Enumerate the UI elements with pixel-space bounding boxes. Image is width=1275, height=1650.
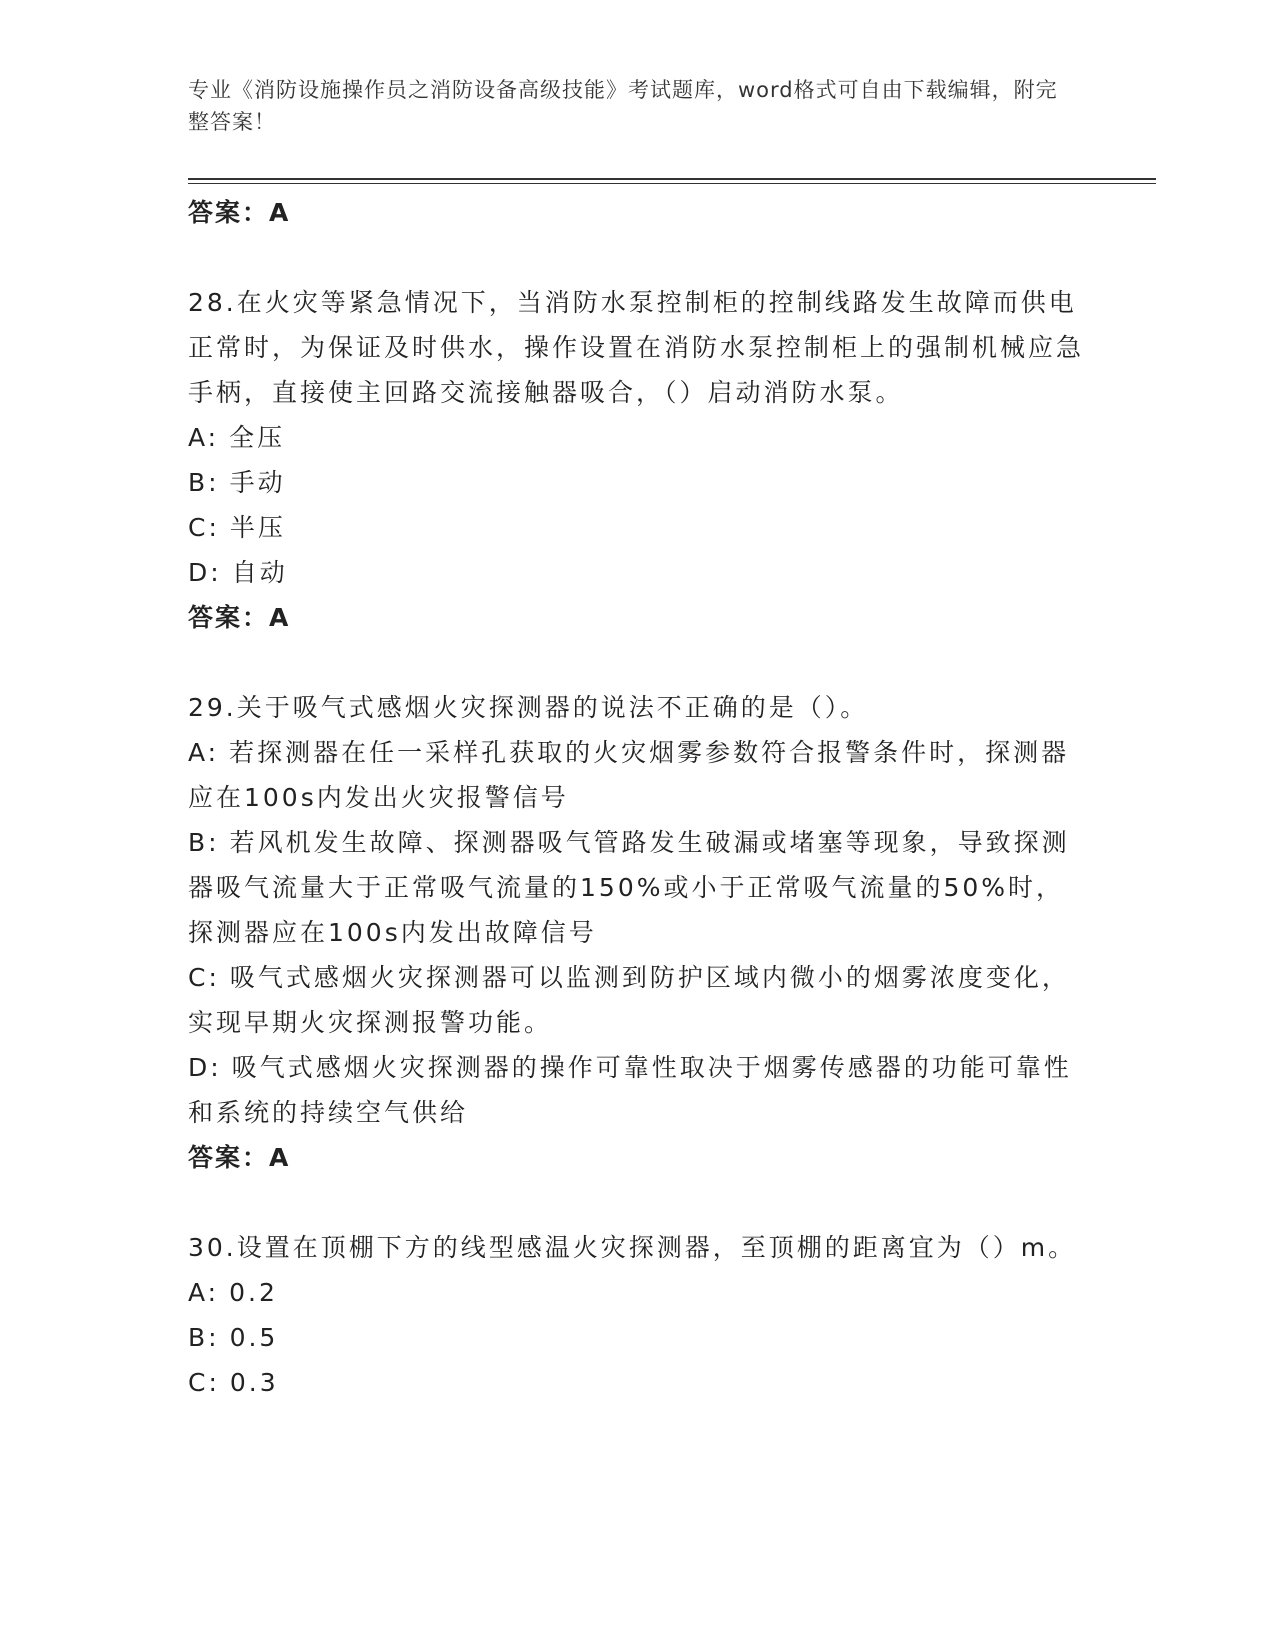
- option-text: 0.3: [229, 1368, 279, 1397]
- option-text: 手动: [229, 468, 286, 497]
- option-label: B:: [188, 1323, 220, 1352]
- option-text: 吸气式感烟火灾探测器可以监测到防护区域内微小的烟雾浓度变化，实现早期火灾探测报警功能。: [188, 963, 1070, 1037]
- question-block: [188, 1225, 1088, 1405]
- option-item: [188, 730, 1088, 820]
- option-label: D:: [188, 558, 222, 587]
- answer-line: 答案：A: [188, 198, 291, 227]
- option-label: B:: [188, 828, 220, 857]
- page-header: 专业《消防设施操作员之消防设备高级技能》考试题库，word格式可自由下载编辑，附完整答案！: [188, 78, 1058, 134]
- option-text: 若风机发生故障、探测器吸气管路发生破漏或堵塞等现象，导致探测器吸气流量大于正常吸气流量的150%或小于正常吸气流量的50%时，探测器应在100s内发出故障信号: [188, 828, 1070, 947]
- option-item: [188, 1315, 1088, 1360]
- option-text: 自动: [231, 558, 288, 587]
- option-text: 0.5: [229, 1323, 279, 1352]
- option-label: C:: [188, 963, 220, 992]
- option-text: 若探测器在任一采样孔获取的火灾烟雾参数符合报警条件时，探测器应在100s内发出火灾报警信号: [188, 738, 1070, 812]
- option-text: 0.2: [229, 1278, 278, 1307]
- option-item: [188, 415, 1088, 460]
- question-stem: 29.关于吸气式感烟火灾探测器的说法不正确的是（）。: [188, 693, 869, 722]
- blank-line: [188, 235, 1088, 280]
- document-body: [188, 190, 1088, 1405]
- option-label: C:: [188, 513, 220, 542]
- option-label: A:: [188, 738, 220, 767]
- option-label: A:: [188, 423, 220, 452]
- question-block: [188, 685, 1088, 1180]
- question-stem: 30.设置在顶棚下方的线型感温火灾探测器，至顶棚的距离宜为（）m。: [188, 1233, 1077, 1262]
- blank-line: [188, 640, 1088, 685]
- question-block: [188, 280, 1088, 640]
- option-item: [188, 820, 1088, 955]
- option-label: C:: [188, 1368, 220, 1397]
- option-item: [188, 1360, 1088, 1405]
- option-item: [188, 1045, 1088, 1135]
- option-label: A:: [188, 1278, 220, 1307]
- option-item: [188, 955, 1088, 1045]
- question-stem: 28.在火灾等紧急情况下，当消防水泵控制柜的控制线路发生故障而供电正常时，为保证及时供水，操作设置在消防水泵控制柜上的强制机械应急手柄，直接使主回路交流接触器吸合，（）启动消防水泵。: [188, 288, 1085, 407]
- option-item: [188, 460, 1088, 505]
- option-text: 吸气式感烟火灾探测器的操作可靠性取决于烟雾传感器的功能可靠性和系统的持续空气供给: [188, 1053, 1072, 1127]
- answer-line: 答案：A: [188, 1143, 291, 1172]
- option-label: D:: [188, 1053, 222, 1082]
- answer-line: 答案：A: [188, 603, 291, 632]
- option-item: [188, 505, 1088, 550]
- option-item: [188, 550, 1088, 595]
- header-rule-thick: [188, 178, 1156, 180]
- option-text: 全压: [229, 423, 286, 452]
- header-rule-thin: [188, 183, 1156, 184]
- option-item: [188, 1270, 1088, 1315]
- option-text: 半压: [229, 513, 286, 542]
- blank-line: [188, 1180, 1088, 1225]
- option-label: B:: [188, 468, 220, 497]
